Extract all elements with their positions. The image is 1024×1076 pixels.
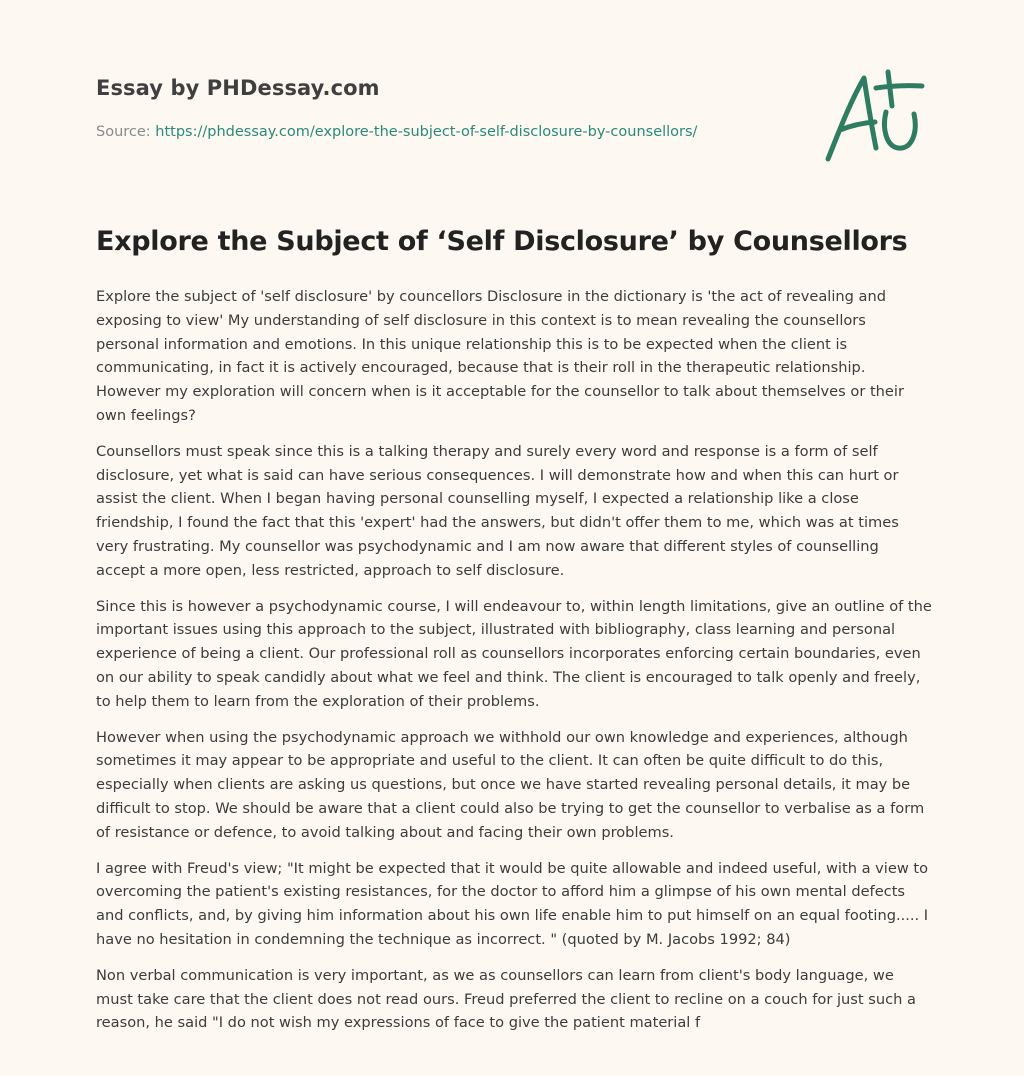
- a-plus-logo: [820, 66, 932, 166]
- site-brand: Essay by PHDessay.com: [96, 76, 380, 100]
- a-plus-logo-strokes: [828, 72, 922, 159]
- article-paragraph: Non verbal communication is very important, as we as counsellors can learn from client's body language, we must take care that the client does not read ours. Freud preferred the client to recline on a couch for just such a reason, he said "I do not wish my expressions of face to give the patient material f: [96, 966, 916, 1032]
- article-paragraph: However when using the psychodynamic approach we withhold our own knowledge and experiences, although sometimes it may appear to be appropriate and useful to the client. It can often be quite difficult to do this, especially when clients are asking us questions, but once we have started revealing personal details, it may be difficult to stop. We should be aware that a client could also be trying to get the counsellor to verbalise as a form of resistance or defence, to avoid talking about and facing their own problems.: [96, 728, 925, 841]
- source-link[interactable]: https://phdessay.com/explore-the-subject-of-self-disclosure-by-counsellors/: [155, 124, 698, 140]
- article-paragraph: I agree with Freud's view; "It might be expected that it would be quite allowable and indeed useful, with a view to overcoming the patient's existing resistances, for the doctor to afford him a glimpse of his own mental defects and conflicts, and, by giving him information about his own life enable him to put himself on an equal footing..... I have no hesitation in condemning the technique as incorrect. " (quoted by M. Jacobs 1992; 84): [96, 859, 929, 948]
- article-paragraph: Counsellors must speak since this is a talking therapy and surely every word and response is a form of self disclosure, yet what is said can have serious consequences. I will demonstrate how and when this can hurt or assist the client. When I began having personal counselling myself, I expected a relationship like a close friendship, I found the fact that this 'expert' had the answers, but didn't offer them to me, which was at times very frustrating. My counsellor was psychodynamic and I am now aware that different styles of counselling accept a more open, less restricted, approach to self disclosure.: [96, 442, 899, 579]
- source-label: Source:: [96, 124, 156, 140]
- article-paragraph: Since this is however a psychodynamic course, I will endeavour to, within length limitations, give an outline of the important issues using this approach to the subject, illustrated with bibliography, class learning and personal experience of being a client. Our professional roll as counsellors incorporates enforcing certain boundaries, even on our ability to speak candidly about what we feel and think. The client is encouraged to talk openly and freely, to help them to learn from the exploration of their problems.: [96, 597, 932, 710]
- article-body: [96, 285, 932, 1047]
- article-paragraph: Explore the subject of 'self disclosure' by councellors Disclosure in the dictionary is 'the act of revealing and exposing to view' My understanding of self disclosure in this context is to mean revealing the counsellors personal information and emotions. In this unique relationship this is to be expected when the client is communicating, in fact it is actively encouraged, because that is their roll in the therapeutic relationship. However my exploration will concern when is it acceptable for the counsellor to talk about themselves or their own feelings?: [96, 288, 904, 424]
- article-title: Explore the Subject of ‘Self Disclosure’ by Counsellors: [96, 226, 908, 257]
- source-line: [96, 124, 697, 140]
